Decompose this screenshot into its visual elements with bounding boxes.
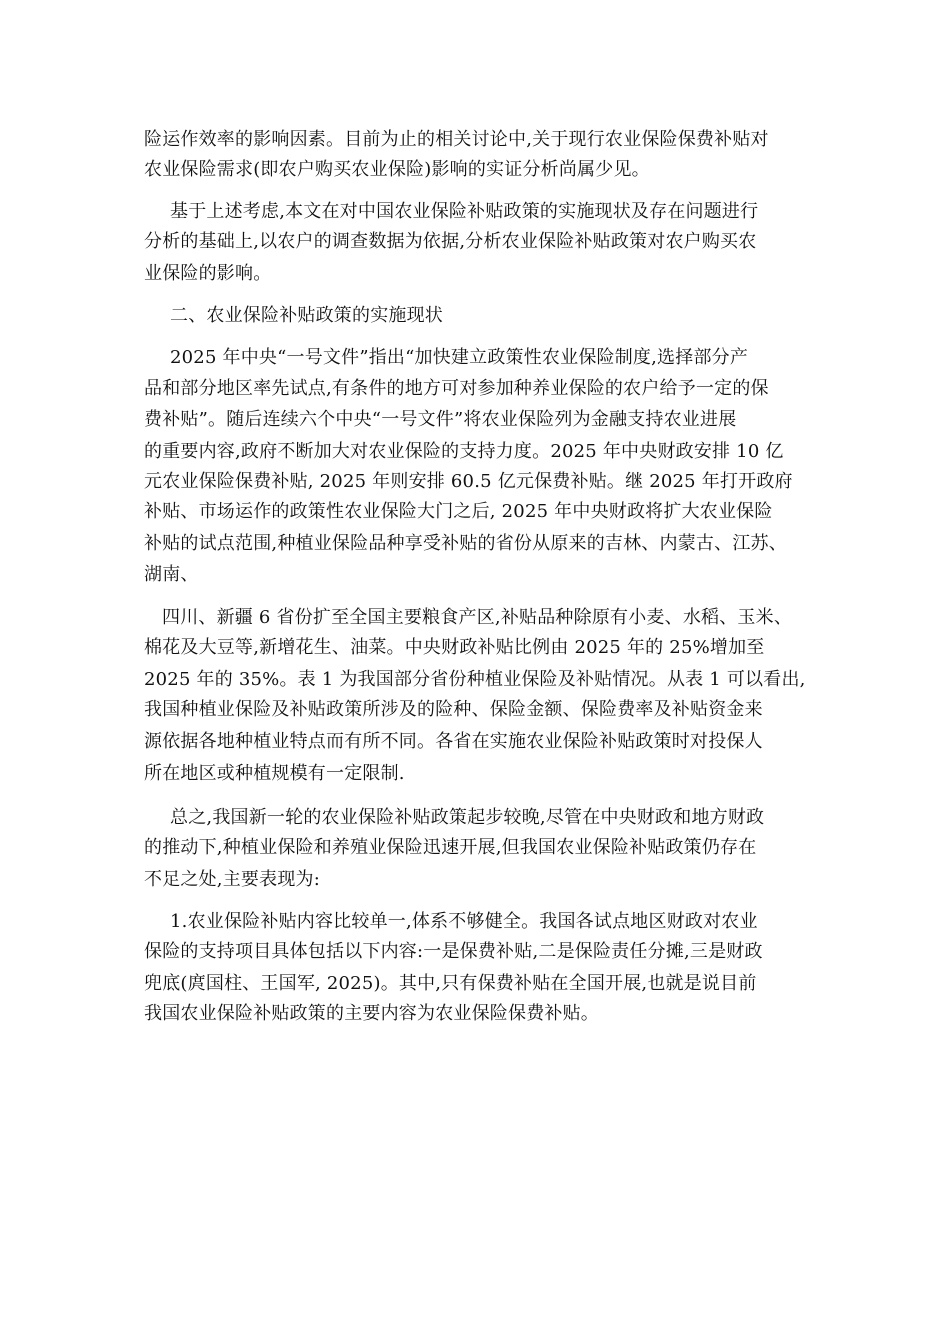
paragraph-first-line: 总之,我国新一轮的农业保险补贴政策起步较晚,尽管在中央财政和地方财政 bbox=[170, 807, 765, 828]
text-line: 湖南、 bbox=[144, 564, 199, 585]
section-heading: 二、农业保险补贴政策的实施现状 bbox=[170, 305, 443, 326]
text-line: 2025 年的 35%。表 1 为我国部分省份种植业保险及补贴情况。从表 1 可以看出, bbox=[144, 669, 806, 690]
text-line: 我国农业保险补贴政策的主要内容为农业保险保费补贴。 bbox=[144, 1003, 599, 1024]
text-line: 业保险的影响。 bbox=[144, 263, 272, 284]
text-line: 不足之处,主要表现为: bbox=[144, 869, 320, 890]
text-line: 农业保险需求(即农户购买农业保险)影响的实证分析尚属少见。 bbox=[144, 159, 650, 180]
text-line: 保险的支持项目具体包括以下内容:一是保费补贴,二是保险责任分摊,三是财政 bbox=[144, 941, 763, 962]
text-line: 的重要内容,政府不断加大对农业保险的支持力度。2025 年中央财政安排 10 亿 bbox=[144, 441, 784, 462]
text-line: 棉花及大豆等,新增花生、油菜。中央财政补贴比例由 2025 年的 25%增加至 bbox=[144, 637, 765, 658]
paragraph-first-line: 基于上述考虑,本文在对中国农业保险补贴政策的实施现状及存在问题进行 bbox=[170, 201, 759, 222]
text-line: 险运作效率的影响因素。目前为止的相关讨论中,关于现行农业保险保费补贴对 bbox=[144, 129, 769, 150]
text-line: 补贴、市场运作的政策性农业保险大门之后, 2025 年中央财政将扩大农业保险 bbox=[144, 501, 773, 522]
text-line: 费补贴”。随后连续六个中央“一号文件”将农业保险列为金融支持农业进展 bbox=[144, 409, 737, 430]
text-line: 元农业保险保费补贴, 2025 年则安排 60.5 亿元保费补贴。继 2025 年打开政府 bbox=[144, 471, 793, 492]
text-line: 兜底(庹国柱、王国军, 2025)。其中,只有保费补贴在全国开展,也就是说目前 bbox=[144, 973, 757, 994]
text-line: 品和部分地区率先试点,有条件的地方可对参加种养业保险的农户给予一定的保 bbox=[144, 378, 769, 399]
text-line: 所在地区或种植规模有一定限制. bbox=[144, 763, 405, 784]
paragraph-first-line: 四川、新疆 6 省份扩至全国主要粮食产区,补贴品种除原有小麦、水稻、玉米、 bbox=[162, 607, 793, 628]
list-item-first-line: 1.农业保险补贴内容比较单一,体系不够健全。我国各试点地区财政对农业 bbox=[170, 911, 758, 932]
text-line: 补贴的试点范围,种植业保险品种享受补贴的省份从原来的吉林、内蒙古、江苏、 bbox=[144, 533, 787, 554]
paragraph-first-line: 2025 年中央“一号文件”指出“加快建立政策性农业保险制度,选择部分产 bbox=[170, 347, 749, 368]
text-line: 我国种植业保险及补贴政策所涉及的险种、保险金额、保险费率及补贴资金来 bbox=[144, 699, 763, 720]
text-line: 的推动下,种植业保险和养殖业保险迅速开展,但我国农业保险补贴政策仍存在 bbox=[144, 837, 757, 858]
text-line: 分析的基础上,以农户的调查数据为依据,分析农业保险补贴政策对农户购买农 bbox=[144, 231, 757, 252]
text-line: 源依据各地种植业特点而有所不同。各省在实施农业保险补贴政策时对投保人 bbox=[144, 731, 763, 752]
